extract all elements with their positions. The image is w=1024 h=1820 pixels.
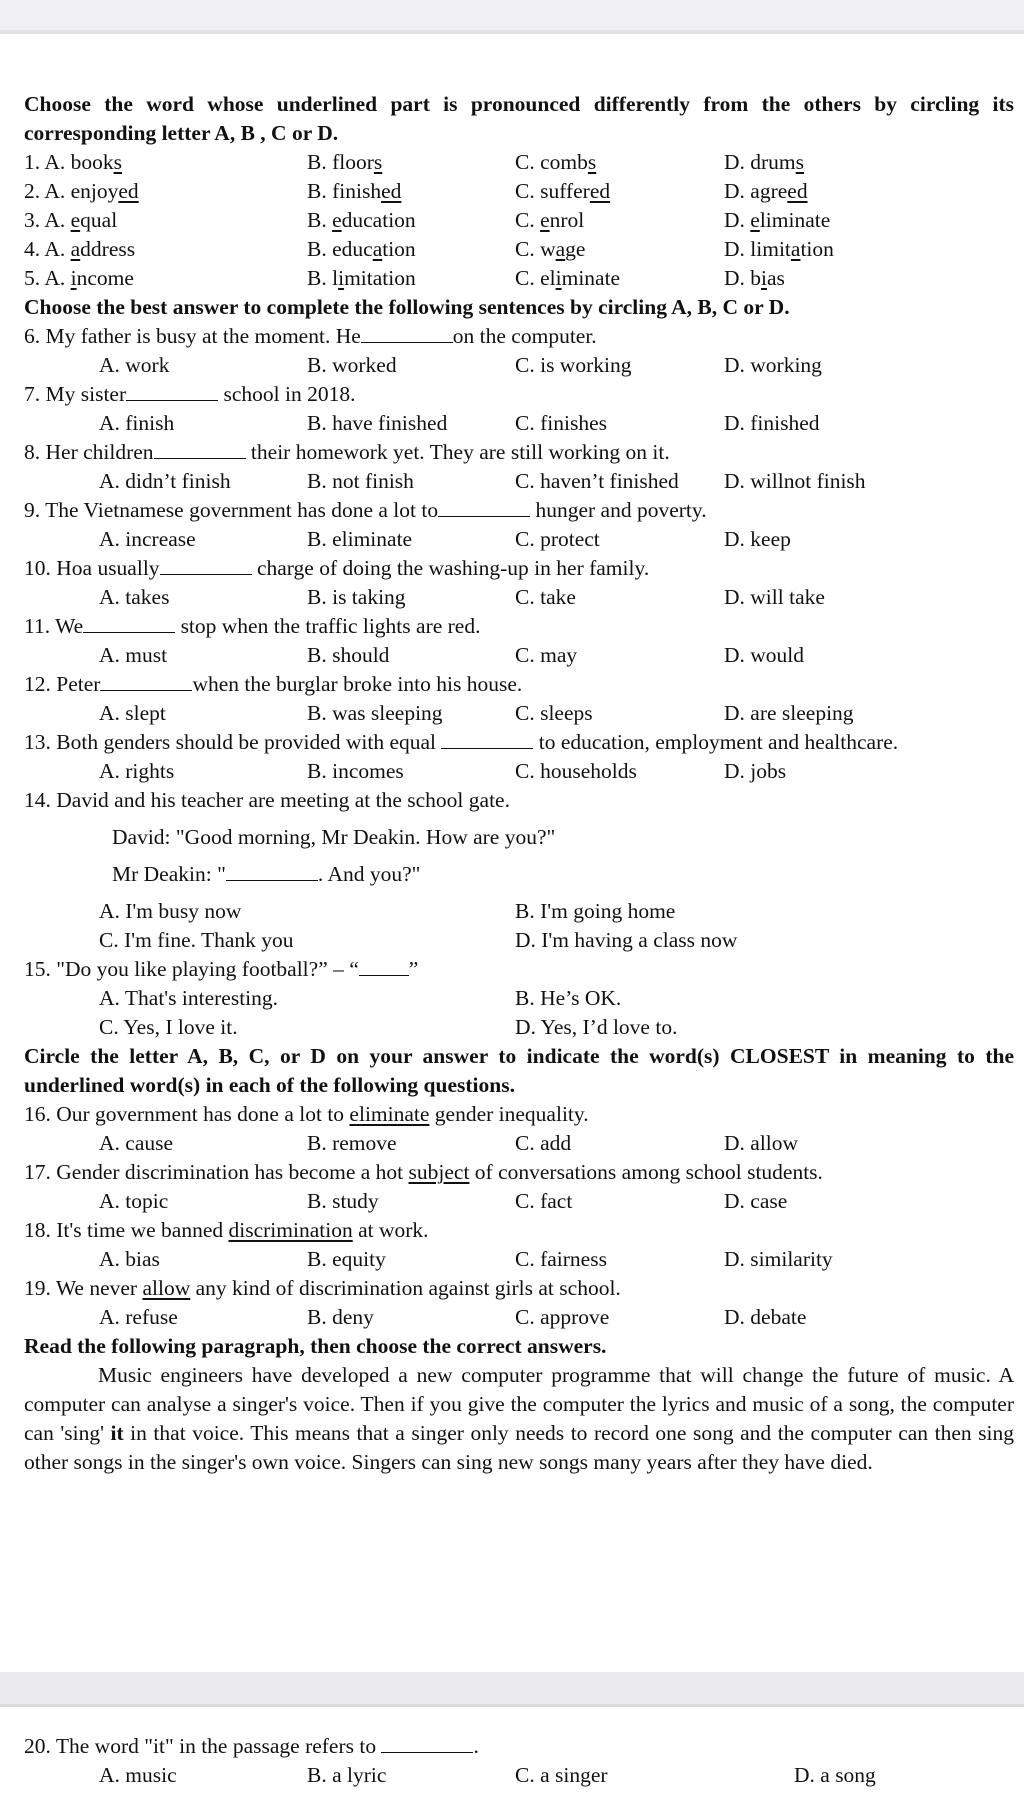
question-15-stem: 15. "Do you like playing football?” – “ ”: [24, 957, 419, 981]
question-10-stem: 10. Hoa usually charge of doing the washing-up in her family.: [24, 556, 650, 580]
question-8-stem: 8. Her children their homework yet. They are still working on it.: [24, 440, 670, 464]
answer-blank: [381, 1734, 473, 1753]
reading-passage: Music engineers have developed a new computer programme that will change the future of music. A computer can analyse a singer's voice. Then if you give the computer the lyrics and music of a song, the computer can 'sing' it in that voice. This means that a singer only needs to record one song and the computer can then sing other songs in the singer's own voice. Singers can sing new songs many years after they have died.: [24, 1363, 1014, 1474]
question-13-stem: 13. Both genders should be provided with equal to education, employment and healthcare.: [24, 730, 899, 754]
question-9-stem: 9. The Vietnamese government has done a lot to hunger and poverty.: [24, 498, 707, 522]
question-18-options: A. bias B. equity C. fairness D. similarity: [99, 1247, 833, 1271]
question-16-options: A. cause B. remove C. add D. allow: [99, 1131, 799, 1155]
question-19-stem: 19. We never allow any kind of discrimination against girls at school.: [24, 1276, 621, 1300]
question-14-dialogue-2: Mr Deakin: " . And you?": [112, 862, 421, 886]
question-20-stem: 20. The word "it" in the passage refers to .: [24, 1734, 479, 1758]
question-14-dialogue-1: David: "Good morning, Mr Deakin. How are you?": [112, 825, 556, 849]
answer-blank: [83, 614, 175, 633]
answer-blank: [160, 556, 252, 575]
question-2: 2. A. enjoyed B. finished C. suffered D. agreed: [24, 179, 808, 203]
answer-blank: [441, 730, 533, 749]
top-bar-divider: [0, 30, 1024, 34]
question-6-options: A. work B. worked C. is working D. working: [99, 353, 822, 377]
question-3: 3. A. equal B. education C. enrol D. eliminate: [24, 208, 831, 232]
question-17-stem: 17. Gender discrimination has become a hot subject of conversations among school students.: [24, 1160, 823, 1184]
question-20-options: A. music B. a lyric C. a singer D. a song: [99, 1763, 876, 1787]
question-15-options-row2: C. Yes, I love it. D. Yes, I’d love to.: [99, 1015, 678, 1039]
question-8-options: A. didn’t finish B. not finish C. haven’t finished D. willnot finish: [99, 469, 866, 493]
question-7-options: A. finish B. have finished C. finishes D. finished: [99, 411, 820, 435]
section1-heading: Choose the word whose underlined part is pronounced differently from the others by circling its corresponding letter A, B , C or D.: [24, 92, 1014, 145]
question-1: 1. A. books B. floors C. combs D. drums: [24, 150, 805, 174]
question-19-options: A. refuse B. deny C. approve D. debate: [99, 1305, 807, 1329]
question-12-stem: 12. Peter when the burglar broke into his house.: [24, 672, 523, 696]
question-12-options: A. slept B. was sleeping C. sleeps D. are sleeping: [99, 701, 854, 725]
answer-blank: [361, 324, 453, 343]
answer-blank: [359, 957, 409, 976]
answer-blank: [154, 440, 246, 459]
question-6-stem: 6. My father is busy at the moment. He on the computer.: [24, 324, 597, 348]
question-11-stem: 11. We stop when the traffic lights are red.: [24, 614, 481, 638]
answer-blank: [100, 672, 192, 691]
question-11-options: A. must B. should C. may D. would: [99, 643, 805, 667]
section4-heading: Read the following paragraph, then choose the correct answers.: [24, 1334, 607, 1358]
question-9-options: A. increase B. eliminate C. protect D. keep: [99, 527, 791, 551]
question-5: 5. A. income B. limitation C. eliminate D. bias: [24, 266, 785, 290]
question-4: 4. A. address B. education C. wage D. limitation: [24, 237, 834, 261]
worksheet: [24, 90, 1014, 1477]
worksheet-continued: [24, 1732, 1014, 1790]
question-14-stem: 14. David and his teacher are meeting at the school gate.: [24, 788, 510, 812]
question-13-options: A. rights B. incomes C. households D. jobs: [99, 759, 787, 783]
answer-blank: [226, 862, 318, 881]
answer-blank: [126, 382, 218, 401]
question-15-options-row1: A. That's interesting. B. He’s OK.: [99, 986, 622, 1010]
top-bar: [0, 0, 1024, 30]
question-16-stem: 16. Our government has done a lot to eliminate gender inequality.: [24, 1102, 589, 1126]
question-10-options: A. takes B. is taking C. take D. will take: [99, 585, 825, 609]
question-17-options: A. topic B. study C. fact D. case: [99, 1189, 788, 1213]
answer-blank: [438, 498, 530, 517]
page-break-bar: [0, 1672, 1024, 1704]
question-14-options-row1: A. I'm busy now B. I'm going home: [99, 899, 676, 923]
question-7-stem: 7. My sister school in 2018.: [24, 382, 356, 406]
section3-heading: Circle the letter A, B, C, or D on your answer to indicate the word(s) CLOSEST in meaning to the underlined word(s) in each of the following questions.: [24, 1044, 1014, 1097]
section2-heading: Choose the best answer to complete the following sentences by circling A, B, C or D.: [24, 295, 790, 319]
question-14-options-row2: C. I'm fine. Thank you D. I'm having a class now: [99, 928, 738, 952]
page-break-divider: [0, 1704, 1024, 1707]
question-18-stem: 18. It's time we banned discrimination at work.: [24, 1218, 429, 1242]
